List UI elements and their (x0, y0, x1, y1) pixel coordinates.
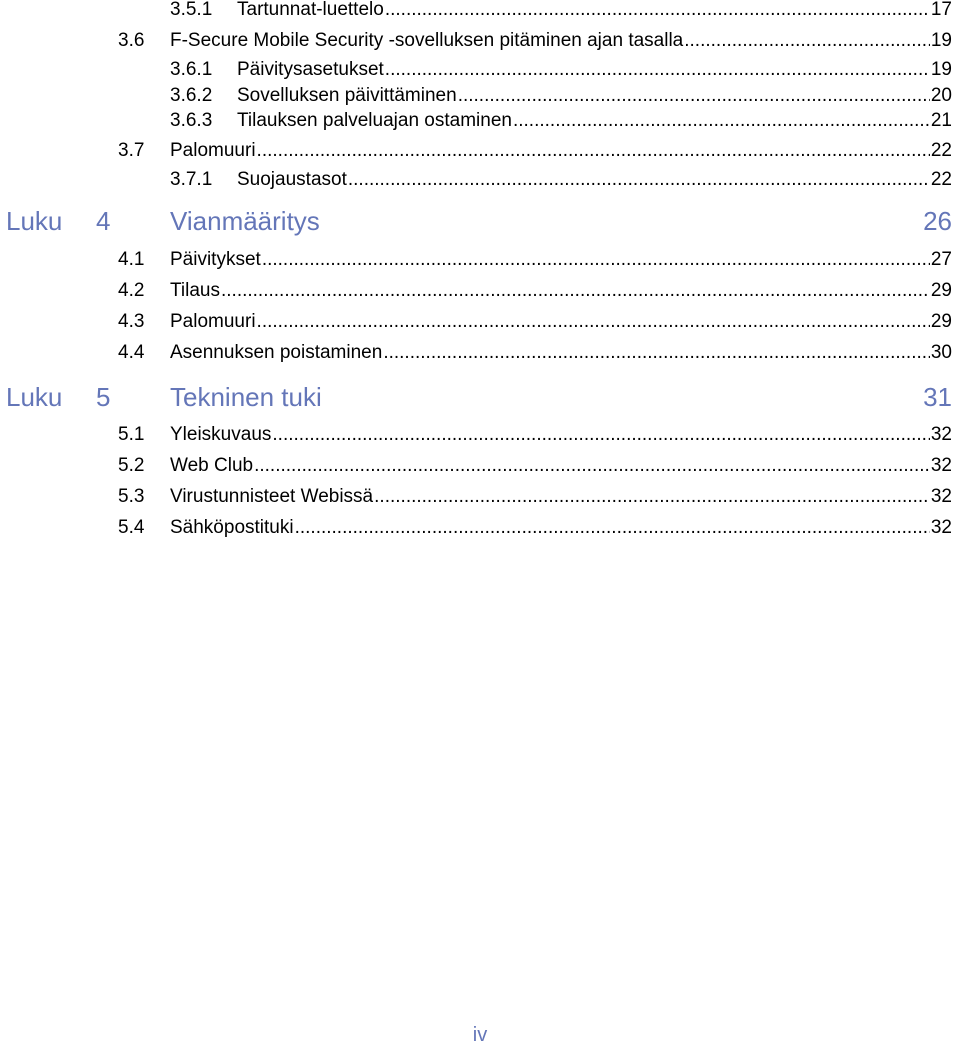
toc-leader-dots (684, 28, 930, 54)
toc-entry-3-6-3[interactable] (170, 108, 952, 134)
toc-leader-dots (262, 247, 930, 273)
toc-entry-number: 4.4 (118, 342, 145, 363)
toc-entry-4-2[interactable] (118, 278, 952, 304)
toc-entry-title: Yleiskuvaus (170, 424, 272, 445)
toc-entry-number: 3.7.1 (170, 169, 213, 190)
toc-entry-title: F-Secure Mobile Security -sovelluksen pitäminen ajan tasalla (170, 30, 684, 51)
toc-entry-title: Asennuksen poistaminen (170, 342, 383, 363)
toc-entry-title: Sovelluksen päivittäminen (237, 85, 457, 106)
toc-entry-number: 3.6.1 (170, 59, 213, 80)
toc-entry-page: 29 (930, 311, 952, 332)
toc-leader-dots (383, 340, 930, 366)
toc-entry-title: Palomuuri (170, 140, 256, 161)
toc-entry-number: 3.5.1 (170, 0, 213, 20)
toc-entry-page: 32 (930, 486, 952, 507)
toc-chapter-4[interactable] (6, 204, 952, 238)
toc-entry-number: 5.1 (118, 424, 145, 445)
chapter-page: 31 (923, 382, 952, 412)
chapter-number: 4 (96, 206, 111, 236)
toc-entry-page: 32 (930, 517, 952, 538)
chapter-title: Vianmääritys (170, 206, 320, 236)
toc-entry-number: 4.2 (118, 280, 145, 301)
chapter-label: Luku (6, 382, 63, 412)
toc-entry-3-5-1[interactable] (170, 0, 952, 23)
toc-entry-5-3[interactable] (118, 484, 952, 510)
toc-entry-title: Sähköpostituki (170, 517, 294, 538)
chapter-page: 26 (923, 206, 952, 236)
toc-entry-title: Palomuuri (170, 311, 256, 332)
toc-leader-dots (348, 167, 930, 193)
toc-entry-page: 17 (930, 0, 952, 20)
toc-entry-number: 5.3 (118, 486, 145, 507)
toc-entry-page: 30 (930, 342, 952, 363)
toc-leader-dots (257, 138, 930, 164)
toc-entry-title: Tilaus (170, 280, 220, 301)
toc-entry-title: Virustunnisteet Webissä (170, 486, 374, 507)
toc-entry-number: 5.2 (118, 455, 145, 476)
toc-entry-number: 3.7 (118, 140, 145, 161)
toc-entry-3-6-2[interactable] (170, 83, 952, 109)
toc-entry-title: Tartunnat-luettelo (237, 0, 384, 20)
toc-entry-page: 21 (930, 110, 952, 131)
toc-entry-page: 19 (930, 59, 952, 80)
toc-leader-dots (374, 484, 930, 510)
toc-leader-dots (254, 453, 930, 479)
toc-entry-3-7-1[interactable] (170, 167, 952, 193)
toc-leader-dots (257, 309, 930, 335)
toc-entry-number: 3.6 (118, 30, 145, 51)
toc-leader-dots (458, 83, 930, 109)
toc-entry-title: Päivitykset (170, 249, 261, 270)
page-number: iv (472, 1024, 488, 1046)
toc-entry-number: 4.1 (118, 249, 145, 270)
toc-leader-dots (295, 515, 930, 541)
toc-entry-title: Suojaustasot (237, 169, 347, 190)
toc-entry-title: Tilauksen palveluajan ostaminen (237, 110, 512, 131)
toc-chapter-5[interactable] (6, 380, 952, 414)
toc-entry-page: 19 (930, 30, 952, 51)
toc-leader-dots (513, 108, 930, 134)
toc-leader-dots (272, 422, 929, 448)
toc-entry-title: Web Club (170, 455, 254, 476)
toc-leader-dots (221, 278, 930, 304)
toc-entry-page: 32 (930, 455, 952, 476)
chapter-title: Tekninen tuki (170, 382, 322, 412)
toc-entry-page: 27 (930, 249, 952, 270)
toc-entry-page: 20 (930, 85, 952, 106)
toc-entry-5-2[interactable] (118, 453, 952, 479)
toc-leader-dots (385, 57, 930, 83)
toc-entry-number: 5.4 (118, 517, 145, 538)
toc-entry-page: 22 (930, 140, 952, 161)
toc-entry-page: 32 (930, 424, 952, 445)
toc-entry-3-7[interactable] (118, 138, 952, 164)
toc-entry-3-6-1[interactable] (170, 57, 952, 83)
toc-entry-number: 3.6.2 (170, 85, 213, 106)
chapter-label: Luku (6, 206, 63, 236)
toc-entry-4-3[interactable] (118, 309, 952, 335)
toc-entry-title: Päivitysasetukset (237, 59, 384, 80)
toc-entry-3-6[interactable] (118, 28, 952, 54)
toc-entry-5-4[interactable] (118, 515, 952, 541)
toc-entry-number: 4.3 (118, 311, 145, 332)
toc-entry-4-4[interactable] (118, 340, 952, 366)
toc-leader-dots (385, 0, 930, 23)
toc-entry-5-1[interactable] (118, 422, 952, 448)
toc-entry-number: 3.6.3 (170, 110, 213, 131)
toc-entry-page: 29 (930, 280, 952, 301)
chapter-number: 5 (96, 382, 111, 412)
toc-entry-4-1[interactable] (118, 247, 952, 273)
toc-entry-page: 22 (930, 169, 952, 190)
